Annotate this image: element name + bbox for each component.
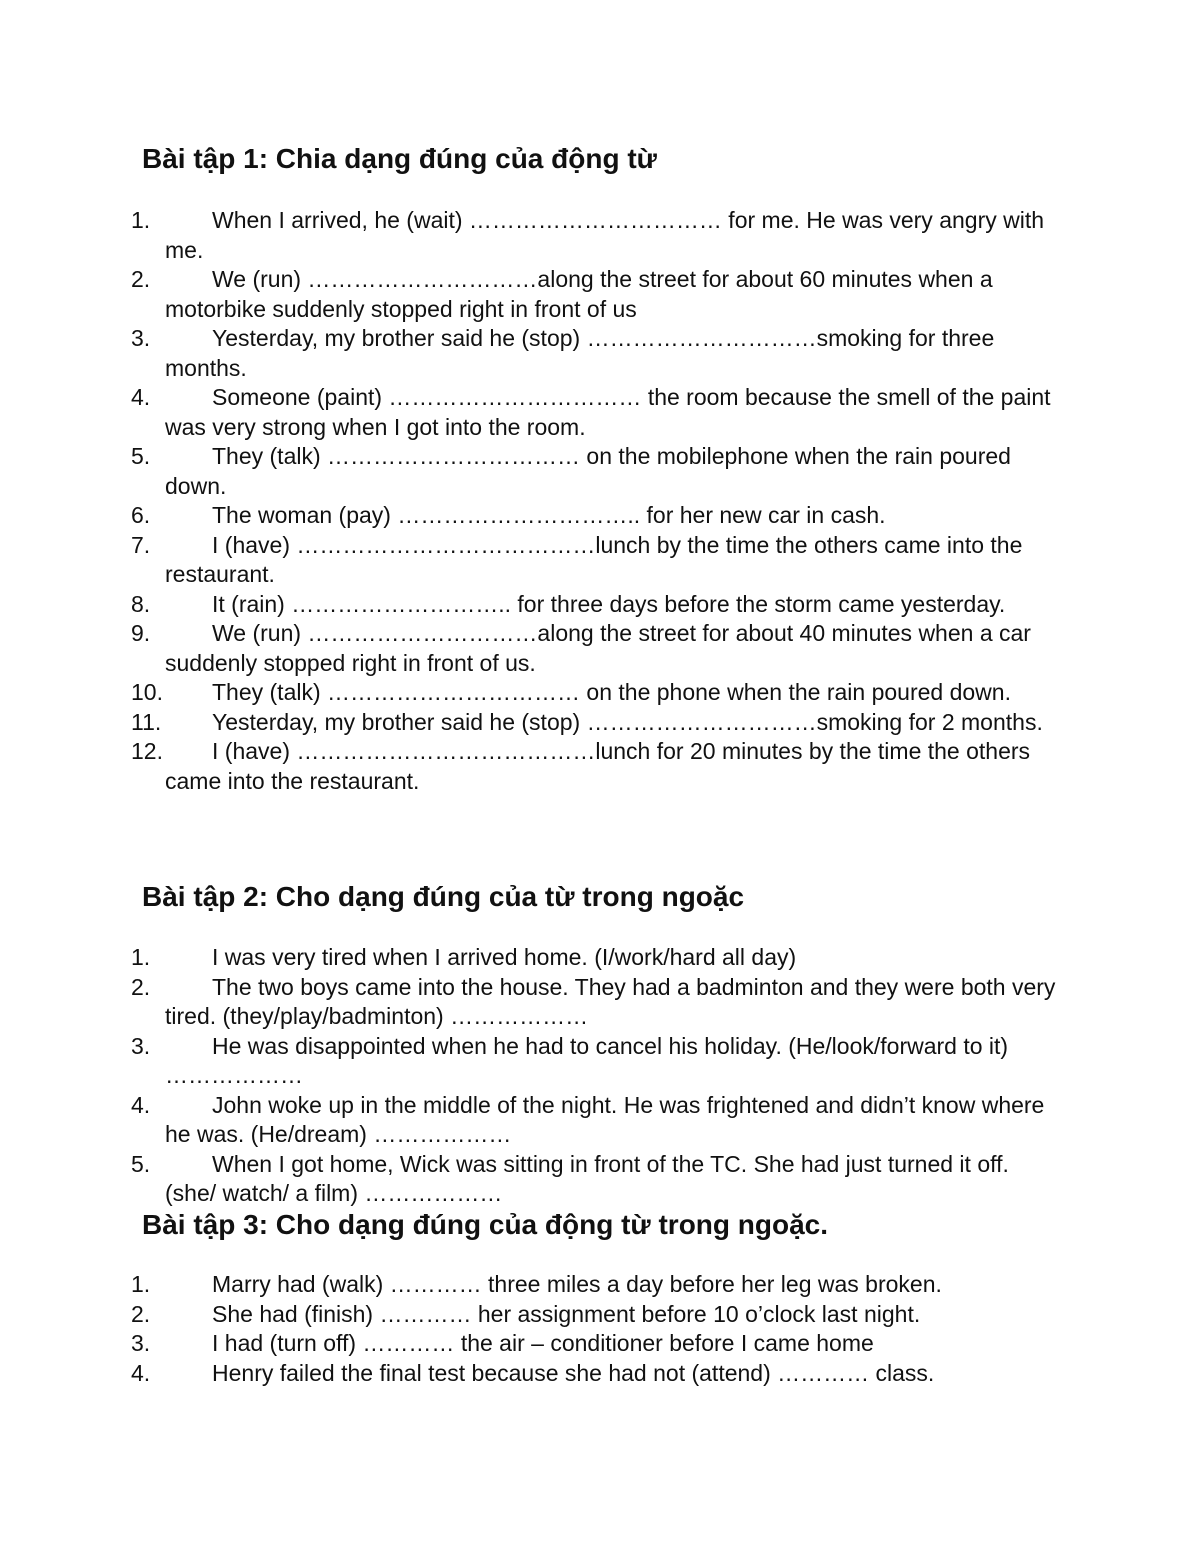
section-title-1: Bài tập 1: Chia dạng đúng của động từ <box>142 143 657 174</box>
item-text: He was disappointed when he had to cancel his holiday. (He/look/forward to it) ……………… <box>165 1032 1009 1088</box>
item-text: It (rain) ……………………….. for three days before the storm came yesterday. <box>212 590 1006 617</box>
item-number: 4. <box>131 1359 151 1386</box>
section-title-2: Bài tập 2: Cho dạng đúng của từ trong ngoặc <box>142 881 745 912</box>
exercise-list-2 <box>0 943 1200 1209</box>
item-number: 12. <box>131 738 163 764</box>
list-item <box>0 265 1200 324</box>
item-number: 1. <box>131 1271 151 1297</box>
item-text: The two boys came into the house. They had a badminton and they were both very tired. (they/play/badminton) ……………… <box>165 973 1056 1029</box>
item-text: Yesterday, my brother said he (stop) …………………………smoking for 2 months. <box>212 708 1043 735</box>
item-text: I (have) …………………………………lunch for 20 minutes by the time the others came into the restaurant. <box>165 738 1031 794</box>
item-number: 3. <box>131 1032 151 1059</box>
item-text: Marry had (walk) ………… three miles a day before her leg was broken. <box>212 1271 942 1297</box>
list-item <box>0 590 1200 620</box>
item-number: 5. <box>131 443 151 469</box>
item-number: 2. <box>131 1300 151 1327</box>
item-text: We (run) …………………………along the street for about 60 minutes when a motorbike suddenly stopped right in front of us <box>165 266 993 322</box>
item-text: Henry failed the final test because she had not (attend) ………… class. <box>212 1359 935 1386</box>
item-text: When I got home, Wick was sitting in front of the TC. She had just turned it off. (she/ watch/ a film) ……………… <box>165 1150 1009 1206</box>
item-number: 3. <box>131 325 151 351</box>
list-item <box>0 973 1200 1032</box>
item-number: 4. <box>131 1091 151 1118</box>
list-item <box>0 1300 1200 1330</box>
list-item <box>0 1359 1200 1389</box>
list-item <box>0 619 1200 678</box>
list-item <box>0 943 1200 973</box>
item-text: I (have) …………………………………lunch by the time the others came into the restaurant. <box>165 531 1023 587</box>
item-text: They (talk) …………………………… on the mobilephone when the rain poured down. <box>165 443 1011 499</box>
item-text: She had (finish) ………… her assignment before 10 o’clock last night. <box>212 1300 921 1327</box>
list-item <box>0 531 1200 590</box>
exercise-list-3 <box>0 1270 1200 1388</box>
item-text: I was very tired when I arrived home. (I/work/hard all day) <box>212 944 797 970</box>
item-number: 7. <box>131 531 151 558</box>
list-item <box>0 501 1200 531</box>
list-item <box>0 1270 1200 1300</box>
item-number: 11. <box>131 708 162 735</box>
section-title-3: Bài tập 3: Cho dạng đúng của động từ trong ngoặc. <box>142 1209 829 1240</box>
list-item <box>0 737 1200 796</box>
list-item <box>0 1032 1200 1091</box>
item-text: I had (turn off) ………… the air – conditioner before I came home <box>212 1330 874 1356</box>
item-text: Someone (paint) …………………………… the room because the smell of the paint was very strong when I got into the room. <box>165 384 1051 440</box>
item-number: 1. <box>131 944 151 970</box>
item-text: We (run) …………………………along the street for about 40 minutes when a car suddenly stopped right in front of us. <box>165 620 1031 676</box>
list-item <box>0 206 1200 265</box>
item-text: When I arrived, he (wait) …………………………… for me. He was very angry with me. <box>165 207 1045 263</box>
item-number: 3. <box>131 1330 151 1356</box>
item-number: 2. <box>131 266 151 292</box>
item-number: 8. <box>131 590 151 617</box>
item-number: 4. <box>131 384 151 410</box>
item-text: They (talk) …………………………… on the phone when the rain poured down. <box>212 679 1011 705</box>
item-number: 5. <box>131 1150 151 1177</box>
list-item <box>0 1091 1200 1150</box>
item-number: 9. <box>131 620 151 646</box>
item-number: 10. <box>131 679 163 705</box>
exercise-list-1 <box>0 206 1200 796</box>
item-text: John woke up in the middle of the night. He was frightened and didn’t know where he was. (He/dream) ……………… <box>165 1091 1045 1147</box>
item-number: 1. <box>131 207 151 233</box>
list-item <box>0 708 1200 738</box>
item-number: 2. <box>131 973 151 1000</box>
list-item <box>0 442 1200 501</box>
item-text: The woman (pay) ………………………….. for her new car in cash. <box>212 502 886 528</box>
list-item <box>0 678 1200 708</box>
list-item <box>0 1150 1200 1209</box>
list-item <box>0 1329 1200 1359</box>
item-number: 6. <box>131 502 151 528</box>
list-item <box>0 324 1200 383</box>
item-text: Yesterday, my brother said he (stop) …………………………smoking for three months. <box>165 325 995 381</box>
list-item <box>0 383 1200 442</box>
